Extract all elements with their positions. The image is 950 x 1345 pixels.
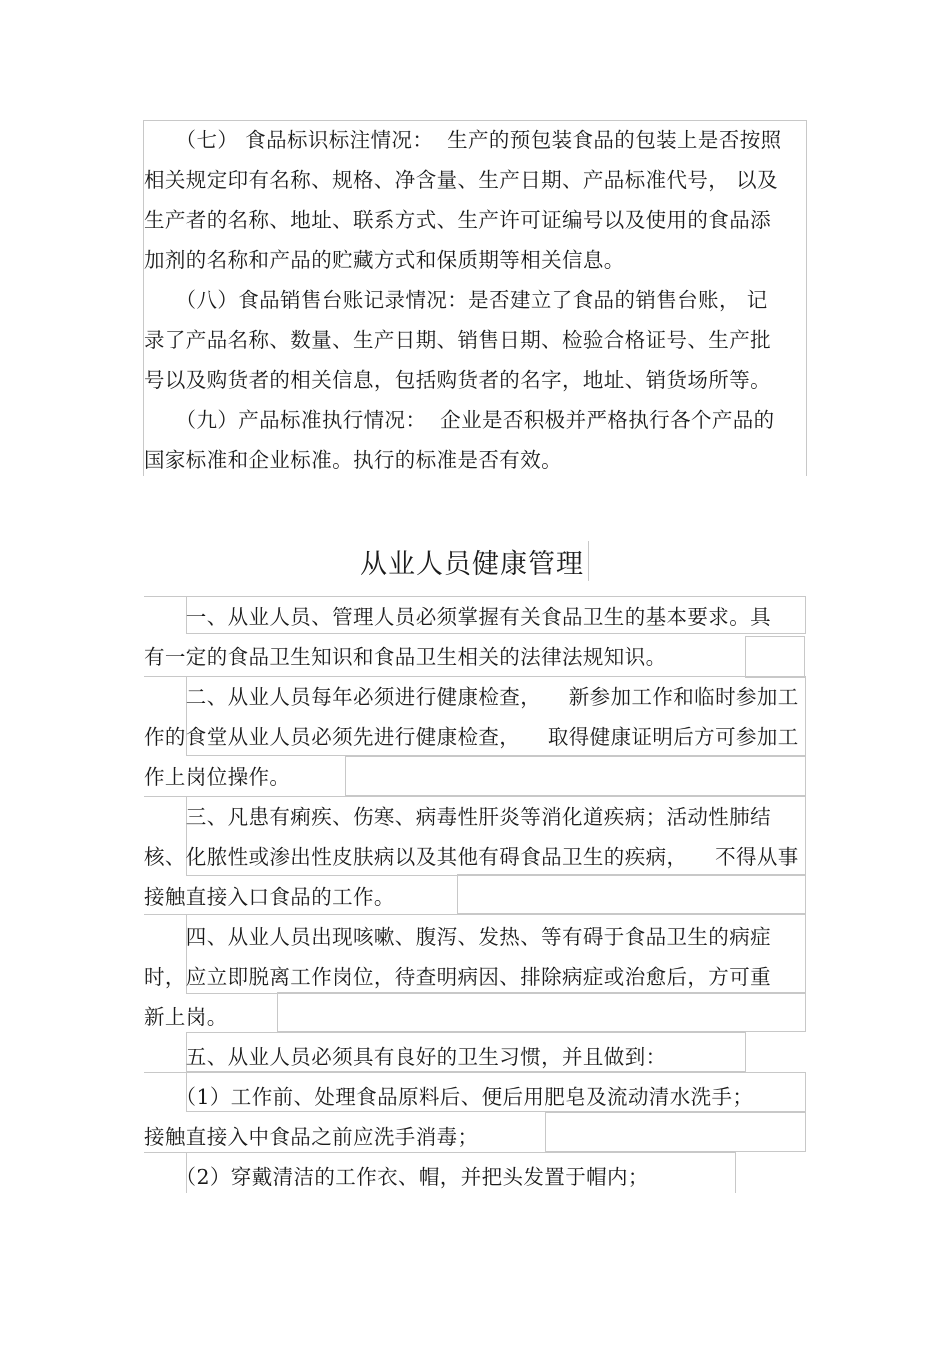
paragraph-line: 时，应立即脱离工作岗位，待查明病因、排除病症或治愈后，方可重	[144, 965, 771, 989]
border-line	[745, 636, 805, 678]
paragraph-line: 新上岗。	[144, 1005, 228, 1029]
paragraph-line: 核、化脓性或渗出性皮肤病以及其他有碍食品卫生的疾病， 不得从事	[144, 845, 799, 869]
paragraph-line: 作的食堂从业人员必须先进行健康检查， 取得健康证明后方可参加工	[144, 725, 799, 749]
border-line	[277, 992, 806, 1032]
paragraph-line: 有一定的食品卫生知识和食品卫生相关的法律法规知识。	[144, 645, 667, 669]
paragraph-line: 号以及购货者的相关信息，包括购货者的名字，地址、销货场所等。	[144, 368, 771, 392]
section-title: 从业人员健康管理	[360, 549, 584, 580]
paragraph-line: （七） 食品标识标注情况： 生产的预包装食品的包装上是否按照	[144, 128, 782, 152]
paragraph-line: 一、从业人员、管理人员必须掌握有关食品卫生的基本要求。具	[144, 605, 771, 629]
paragraph-line: 作上岗位操作。	[144, 765, 291, 789]
paragraph-line: （2）穿戴清洁的工作衣、帽，并把头发置于帽内；	[144, 1165, 649, 1189]
paragraph-line: （九）产品标准执行情况： 企业是否积极并严格执行各个产品的	[144, 408, 775, 432]
paragraph-line: 录了产品名称、数量、生产日期、销售日期、检验合格证号、生产批	[144, 328, 771, 352]
border-line	[806, 120, 807, 476]
paragraph-line: 接触直接入口食品的工作。	[144, 885, 395, 909]
border-line	[545, 1112, 806, 1152]
paragraph-line: 加剂的名称和产品的贮藏方式和保质期等相关信息。	[144, 248, 625, 272]
border-line	[588, 541, 589, 581]
paragraph-line: （八）食品销售台账记录情况：是否建立了食品的销售台账， 记	[144, 288, 768, 312]
paragraph-line: 二、从业人员每年必须进行健康检查， 新参加工作和临时参加工	[144, 685, 799, 709]
border-line	[345, 756, 806, 796]
paragraph-line: （1）工作前、处理食品原料后、便后用肥皂及流动清水洗手；	[144, 1085, 754, 1109]
paragraph-line: 相关规定印有名称、规格、净含量、生产日期、产品标准代号， 以及	[144, 168, 778, 192]
border-line	[457, 874, 806, 914]
paragraph-line: 三、凡患有痢疾、伤寒、病毒性肝炎等消化道疾病；活动性肺结	[144, 805, 771, 829]
paragraph-line: 四、从业人员出现咳嗽、腹泻、发热、等有碍于食品卫生的病症	[144, 925, 771, 949]
paragraph-line: 国家标准和企业标准。执行的标准是否有效。	[144, 448, 562, 472]
paragraph-line: 五、从业人员必须具有良好的卫生习惯，并且做到：	[144, 1045, 667, 1069]
paragraph-line: 接触直接入中食品之前应洗手消毒；	[144, 1125, 479, 1149]
paragraph-line: 生产者的名称、地址、联系方式、生产许可证编号以及使用的食品添	[144, 208, 771, 232]
